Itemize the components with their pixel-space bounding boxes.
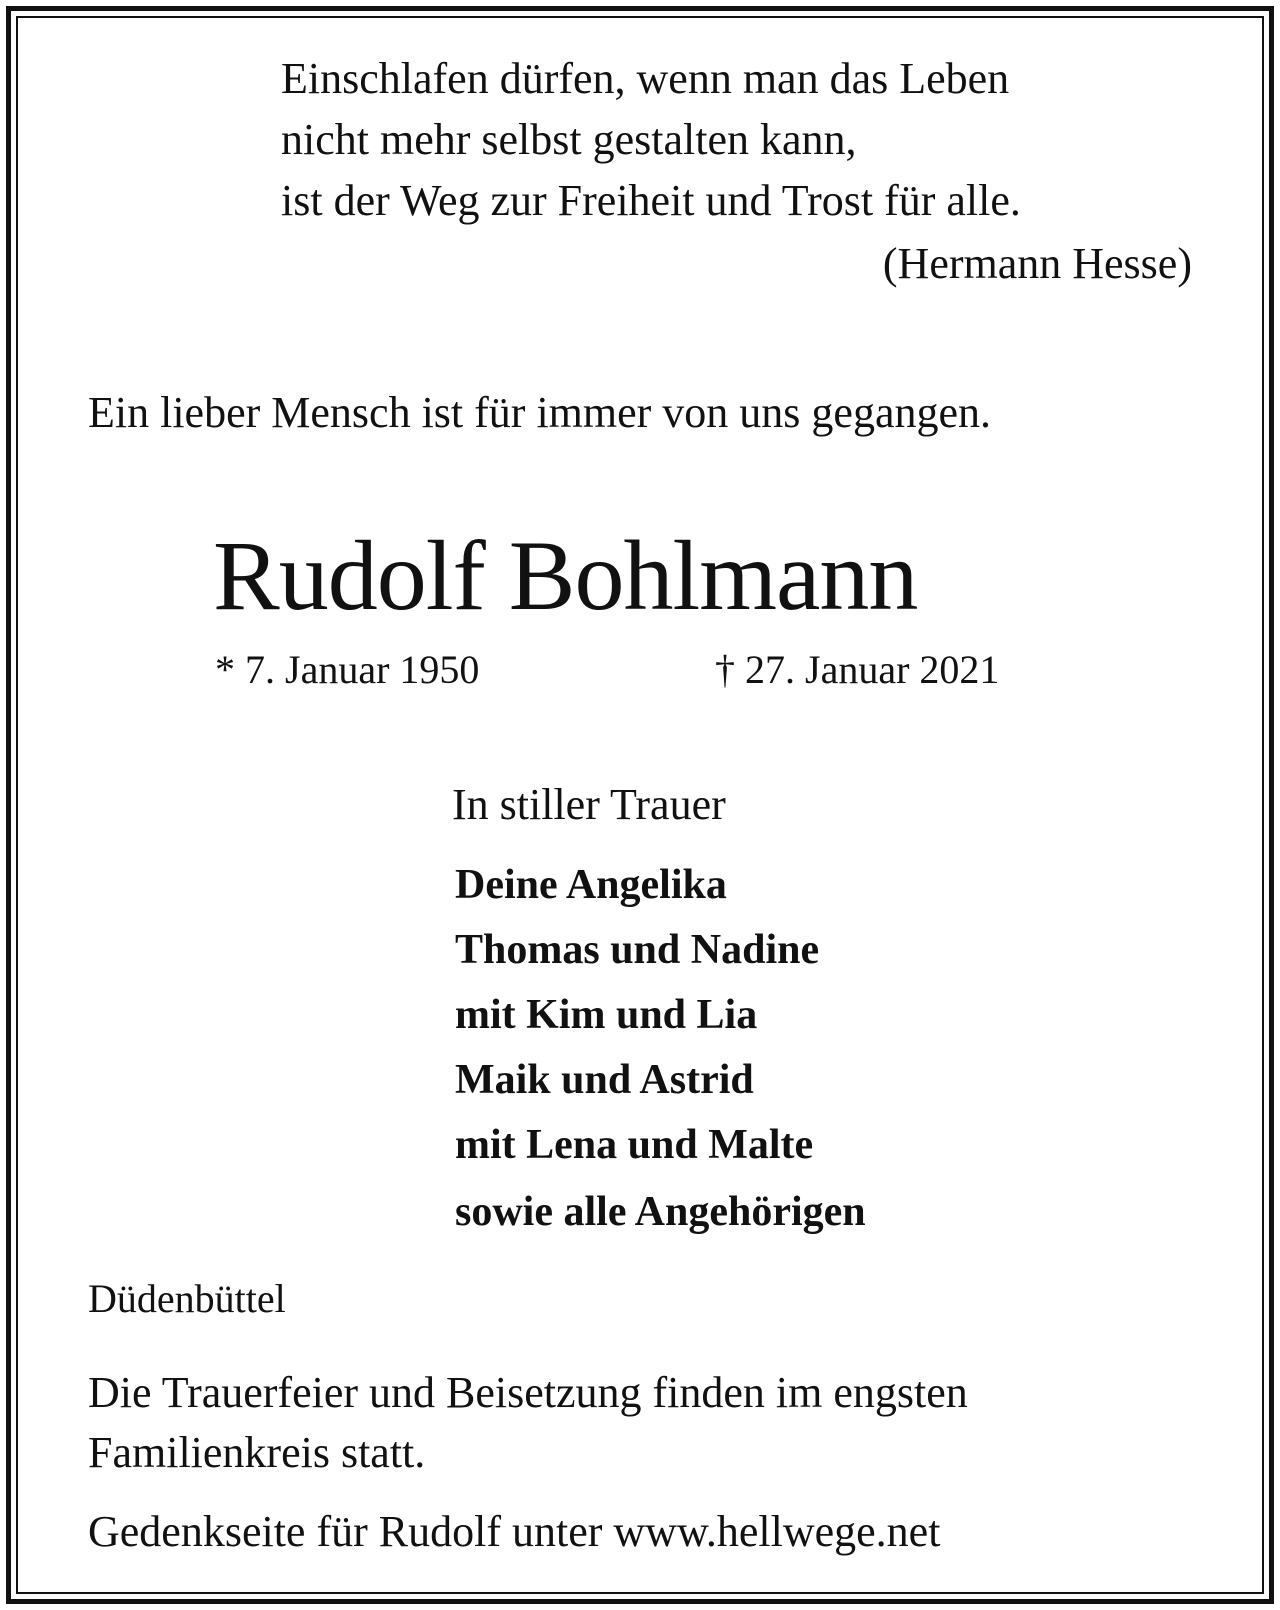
mourner-line: Deine Angelika [455, 862, 727, 908]
mourners-list [455, 852, 866, 1246]
notice-line: Familienkreis statt. [88, 1428, 426, 1477]
mourning-label: In stiller Trauer [452, 780, 726, 829]
mourner-line: Maik und Astrid [455, 1057, 754, 1103]
death-date: † 27. Januar 2021 [715, 647, 1000, 692]
mourner-line: sowie alle Angehörigen [455, 1189, 866, 1235]
mourner-line: Thomas und Nadine [455, 927, 820, 973]
poem-line: ist der Weg zur Freiheit und Trost für alle. [281, 176, 1021, 225]
birth-date: * 7. Januar 1950 [215, 647, 480, 692]
poem-quote [281, 48, 1021, 231]
place-name: Düdenbüttel [88, 1276, 286, 1321]
memorial-page-text: Gedenkseite für Rudolf unter www.hellwege.net [88, 1507, 941, 1556]
poem-line: nicht mehr selbst gestalten kann, [281, 115, 857, 164]
mourner-line: mit Kim und Lia [455, 992, 758, 1038]
funeral-notice [88, 1363, 968, 1483]
deceased-name: Rudolf Bohlmann [213, 520, 918, 631]
notice-line: Die Trauerfeier und Beisetzung finden im engsten [88, 1368, 968, 1417]
poem-line: Einschlafen dürfen, wenn man das Leben [281, 54, 1010, 103]
mourner-line: mit Lena und Malte [455, 1122, 814, 1168]
intro-text: Ein lieber Mensch ist für immer von uns gegangen. [88, 388, 992, 437]
poem-author: (Hermann Hesse) [882, 239, 1192, 288]
